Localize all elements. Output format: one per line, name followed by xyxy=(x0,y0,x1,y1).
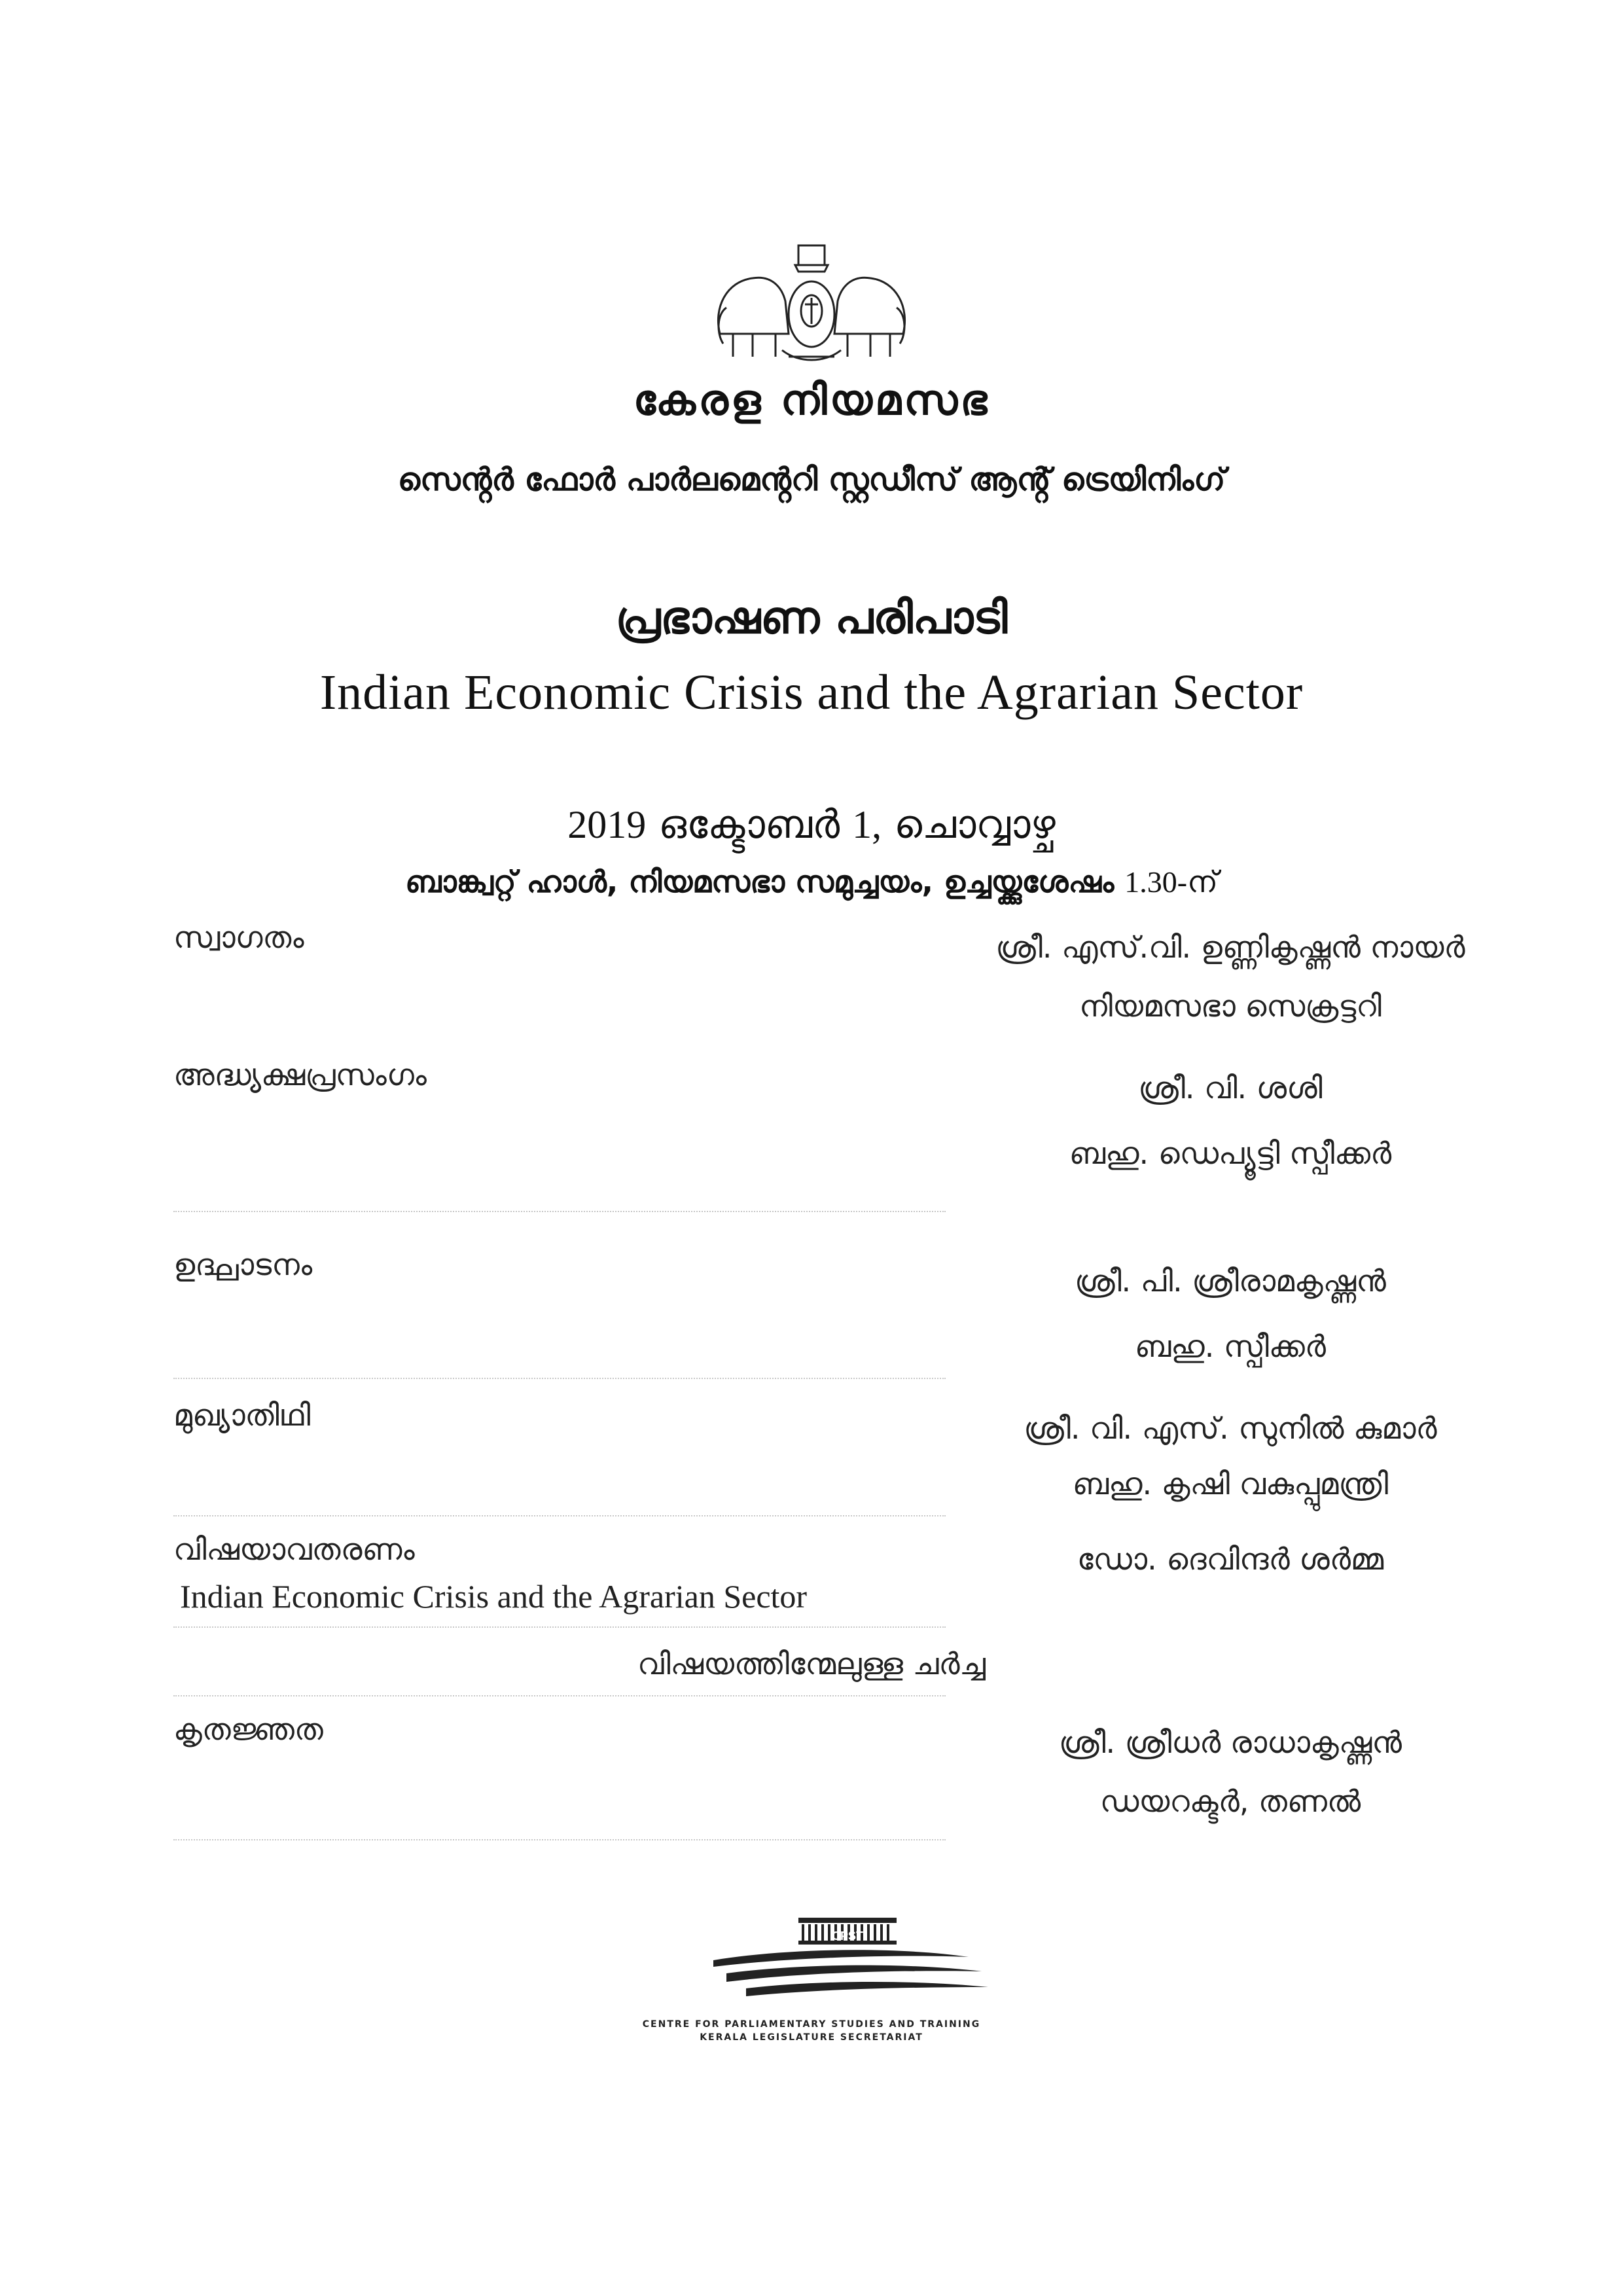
footer-line-2: KERALA LEGISLATURE SECRETARIAT xyxy=(700,2032,923,2043)
row-divider xyxy=(173,1626,946,1628)
item-role-presidential: ബഹു. ഡെപ്യൂട്ടി സ്പീക്കർ xyxy=(1069,1136,1392,1171)
item-label-inauguration: ഉദ്ഘാടനം xyxy=(173,1247,313,1282)
centre-title: സെൻ്റർ ഫോർ പാർലമെൻ്ററി സ്റ്റഡീസ് ആൻ്റ് ട്രെയിനിംഗ് xyxy=(397,461,1226,498)
row-divider xyxy=(173,1378,946,1379)
row-divider xyxy=(173,1515,946,1516)
item-label-subject: വിഷയാവതരണം xyxy=(173,1532,415,1567)
item-name-chief-guest: ശ്രീ. വി. എസ്. സുനിൽ കുമാർ xyxy=(1024,1410,1437,1446)
item-label-presidential: അദ്ധ്യക്ഷപ്രസംഗം xyxy=(173,1057,427,1092)
discussion-text: വിഷയത്തിന്മേലുള്ള ചർച്ച xyxy=(637,1646,986,1681)
lecture-title: Indian Economic Crisis and the Agrarian Sector xyxy=(319,665,1304,720)
logo-text: CPST xyxy=(831,1929,864,1943)
item-label-chief-guest: മുഖ്യാതിഥി xyxy=(173,1397,311,1433)
item-label-vote-of-thanks: കൃതജ്ഞത xyxy=(173,1712,323,1747)
item-name-vote-of-thanks: ശ്രീ. ശ്രീധർ രാധാകൃഷ്ണൻ xyxy=(1059,1725,1402,1760)
row-divider xyxy=(173,1211,946,1212)
event-venue xyxy=(0,864,1623,901)
item-role-welcome: നിയമസഭാ സെക്രട്ടറി xyxy=(1079,988,1382,1024)
date-year: 2019 xyxy=(567,803,647,846)
row-divider xyxy=(173,1839,946,1840)
item-label-welcome: സ്വാഗതം xyxy=(173,920,304,955)
date-day: 1, xyxy=(852,803,882,846)
item-subject-title: Indian Economic Crisis and the Agrarian Sector xyxy=(180,1578,808,1615)
item-name-presidential: ശ്രീ. വി. ശശി xyxy=(1138,1070,1323,1105)
footer-line-1: CENTRE FOR PARLIAMENTARY STUDIES AND TRAINING xyxy=(642,2019,981,2030)
kerala-emblem-icon xyxy=(707,236,916,367)
item-name-inauguration: ശ്രീ. പി. ശ്രീരാമകൃഷ്ണൻ xyxy=(1075,1263,1386,1299)
programme-title: പ്രഭാഷണ പരിപാടി xyxy=(615,592,1008,644)
venue-text: ബാങ്ക്വറ്റ് ഹാൾ, നിയമസഭാ സമുച്ചയം, ഉച്ചയ്ക്കുശേഷം xyxy=(405,864,1115,899)
organization-title: കേരള നിയമസഭ xyxy=(633,376,990,425)
item-role-inauguration: ബഹു. സ്പീക്കർ xyxy=(1134,1329,1327,1364)
event-date xyxy=(0,802,1623,848)
item-role-vote-of-thanks: ഡയറക്ടർ, തണൽ xyxy=(1099,1784,1361,1819)
item-role-chief-guest: ബഹു. കൃഷി വകുപ്പുമന്ത്രി xyxy=(1072,1466,1389,1501)
date-weekday: ചൊവ്വാഴ്ച xyxy=(894,802,1056,848)
date-month: ഒക്ടോബർ xyxy=(658,802,840,848)
item-name-subject: ഡോ. ദെവിന്ദർ ശർമ്മ xyxy=(1077,1541,1384,1577)
row-divider xyxy=(173,1695,946,1696)
item-name-welcome: ശ്രീ. എസ്.വി. ഉണ്ണികൃഷ്ണൻ നായർ xyxy=(995,929,1465,965)
venue-time: 1.30-ന് xyxy=(1124,865,1218,899)
